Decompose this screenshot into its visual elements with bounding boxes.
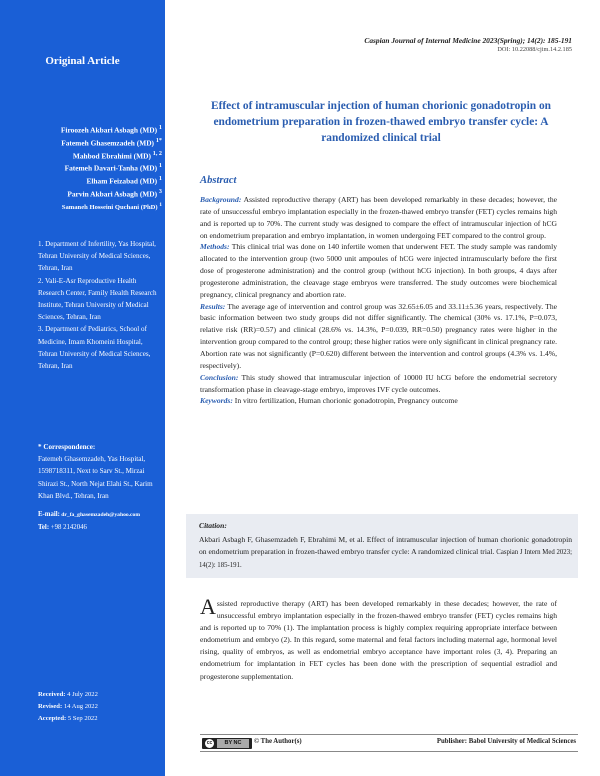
license-text: BY NC: [217, 739, 249, 748]
author: [0, 136, 162, 149]
affiliations: [38, 238, 162, 372]
page-footer: [200, 734, 578, 752]
cc-license-badge[interactable]: [202, 738, 252, 749]
article-type: Original Article: [45, 55, 120, 67]
contact-info: [38, 509, 162, 533]
article-title: Effect of intramuscular injection of human chorionic gonadotropin on endometrium preparation in frozen-thawed embryo transfer cycle: A randomized clinical trial: [210, 100, 552, 144]
drop-cap: A: [200, 594, 216, 619]
affiliation: 2. Vali-E-Asr Reproductive Health Research Center, Family Health Research Institute, Tehran University of Medical Sciences, Tehran, Iran: [38, 276, 157, 322]
author-name: Fatemeh Ghasemzadeh (MD): [61, 138, 156, 148]
author: [0, 123, 162, 136]
abstract-methods: [200, 241, 557, 300]
cc-icon: cc: [206, 740, 213, 746]
author-name: Fatemeh Davari-Tanha (MD): [64, 163, 159, 173]
abstract-keywords: [200, 395, 557, 407]
background-label: Background:: [200, 195, 242, 204]
methods-label: Methods:: [200, 242, 230, 252]
citation-text: [199, 534, 572, 573]
abstract-heading: Abstract: [200, 175, 237, 186]
author-affil: 1: [158, 125, 162, 131]
correspondence-text: Fatemeh Ghasemzadeh, Yas Hospital, 1598718311, Next to Sarv St., Mirzai Shirazi St., North Nejat Elahi St., Karim Khan Blvd., Tehran, Iran: [38, 455, 153, 500]
body-text: [200, 594, 557, 683]
accepted-date: 5 Sep 2022: [66, 715, 98, 723]
author: [0, 200, 162, 213]
email-value[interactable]: dr_fa_ghasemzadeh@yahoo.com: [59, 512, 140, 518]
copyright: © The Author(s): [254, 738, 302, 745]
citation-heading: Citation:: [199, 521, 227, 530]
abstract: [200, 194, 557, 407]
tel-label: Tel:: [38, 523, 50, 531]
abstract-conclusion: [200, 372, 557, 396]
accepted-label: Accepted:: [38, 715, 67, 723]
author-name: Parvin Akbari Asbagh (MD): [67, 189, 159, 199]
journal-citation: Caspian Journal of Internal Medicine 2023(Spring); 14(2): 185-191: [364, 36, 572, 45]
keywords-text: In vitro fertilization, Human chorionic gonadotropin, Pregnancy outcome: [232, 396, 458, 406]
received-date: 4 July 2022: [65, 691, 98, 698]
results-label: Results:: [200, 301, 226, 311]
affiliation: 1. Department of Infertility, Yas Hospital, Tehran University of Medical Sciences, Tehran, Iran: [38, 240, 156, 273]
conclusion-label: Conclusion:: [200, 372, 239, 382]
author-affil: 1: [158, 176, 162, 183]
abstract-background: [200, 194, 557, 241]
author-list: [0, 123, 162, 213]
citation-box: [186, 514, 578, 578]
author-affil: 1: [159, 201, 162, 208]
revised-label: Revised:: [38, 703, 63, 711]
keywords-label: Keywords:: [200, 396, 233, 406]
author-name: Samaneh Hosseini Quchani (PhD): [61, 203, 160, 211]
author-affil: 3: [158, 188, 162, 195]
citation-source: Caspian J Intern Med 2023; 14(2): 185-191.: [199, 549, 572, 570]
citation-body: Akbari Asbagh F, Ghasemzadeh F, Ebrahimi M, et al. Effect of intramuscular injection of human chorionic gonadotropin on endometrium preparation in frozen-thawed embryo transfer cycle: A randomized clinical trial.: [199, 535, 572, 557]
background-text: Assisted reproductive therapy (ART) has been developed remarkably in these decades; however, the rate of unsuccessful embryo implantation especially in the frozen-thawed embryo transfer (FET) cycles remains high and is reported up to 70%. The current study was designed to compare the effect of intramuscular injection of hCG on endometrium preparation and embryo implantation, in women undergoing FET compared to the control group.: [200, 195, 557, 240]
affiliation: 3. Department of Pediatrics, School of Medicine, Imam Khomeini Hospital, Tehran University of Medical Sciences, Tehran, Iran: [38, 325, 151, 371]
correspondence: [38, 441, 162, 502]
received-label: Received:: [38, 691, 66, 698]
author-name: Firoozeh Akbari Asbagh (MD): [60, 125, 159, 135]
abstract-results: [200, 301, 557, 372]
doi[interactable]: DOI: 10.22088/cjim.14.2.185: [497, 46, 572, 53]
author-name: Elham Feizabad (MD): [86, 176, 159, 186]
email-label: E-mail:: [38, 511, 60, 518]
author: [0, 187, 162, 200]
author-affil: 1*: [155, 137, 162, 144]
author: [0, 161, 162, 174]
author-affil: 1, 2: [152, 150, 162, 157]
revised-date: 14 Aug 2022: [62, 703, 98, 711]
author: [0, 149, 162, 162]
methods-text: This clinical trial was done on 140 infertile women that underwent FET. The study sample was randomly allocated to the intervention group (two 5000 unit ampoules of hCG were injected intramuscularly before the first dose of progesterone administration) and the control group (without hCG injection). In both groups, 4 days after progesterone administration, the cleavage stage embryos were transferred. The study outcomes were biochemical pregnancy, clinical pregnancy and abortion rate.: [200, 242, 557, 299]
conclusion-text: This study showed that intramuscular injection of 10000 IU hCG before the endometrial secretory transformation phase in cleavage-stage embryo, improves IVF cycle outcomes.: [200, 372, 557, 394]
publisher: Publisher: Babol University of Medical Sciences: [436, 738, 576, 745]
body-paragraph: ssisted reproductive therapy (ART) has been developed remarkably in these decades; however, the rate of unsuccessful embryo implantation especially in the frozen-thawed embryo transfer (FET) cycles remains high and is reported up to 70% (1). The implantation process is highly complex requiring appropriate interface between endometrium and embryo (2). In this regard, some maternal and fetal factors including maternal age, hormonal level rising, quality of embryos, as well as endometrial embryo acceptance have important roles (3, 4). Preparing an endometrium for implantation in FET cycles has been done with the prescription of sequential estradiol and progesterone supplementation.: [200, 599, 557, 681]
tel-value: +98 2142046: [49, 523, 87, 531]
author-name: Mahbod Ebrahimi (MD): [72, 151, 153, 160]
article-dates: [38, 689, 162, 726]
correspondence-label: * Correspondence:: [38, 443, 96, 451]
author: [0, 174, 162, 187]
sidebar: [0, 0, 165, 776]
author-affil: 1: [158, 163, 162, 170]
results-text: The average age of intervention and control group was 32.65±6.05 and 33.11±5.36 years, respectively. The basic information between two study groups did not differ significantly. The chemical (30% vs. 17.1%, P=0.073, relative risk (RR)=0.57) and clinical (28.6% vs. 14.3%, P=0.039, RR=0.50) pregnancy rates were higher in the intervention group compared to the control group; these higher ratios were only significant in clinical pregnancy rate. Abortion rate was not significantly (P=0.620) different between the intervention and control groups (4.3% vs. 1.4%, respectively).: [200, 301, 557, 370]
